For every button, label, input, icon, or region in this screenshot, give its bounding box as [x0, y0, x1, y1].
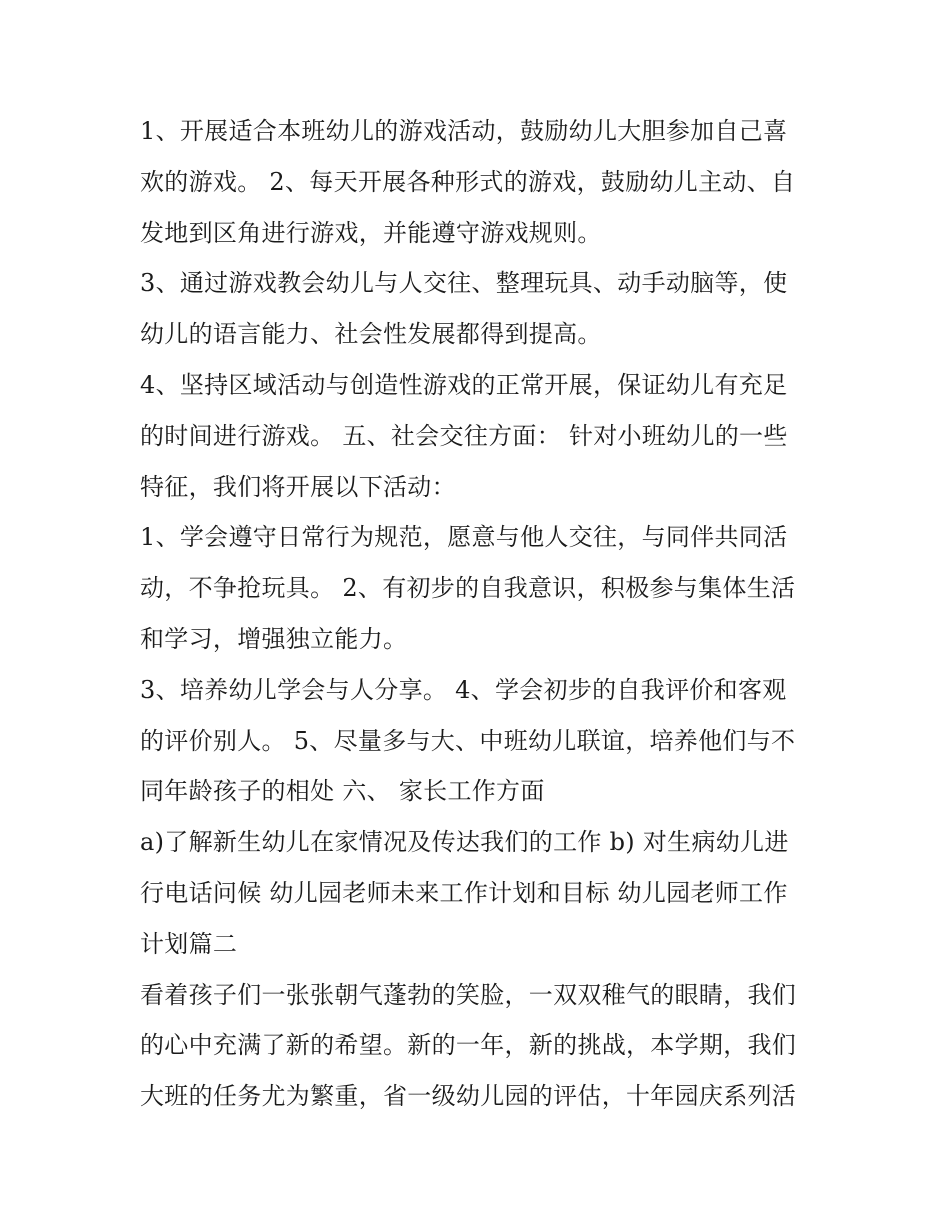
text-line: 动，不争抢玩具。 2、有初步的自我意识，积极参与集体生活 — [140, 574, 796, 603]
text-line: 计划篇二 — [140, 929, 238, 958]
text-line: 4、坚持区域活动与创造性游戏的正常开展，保证幼儿有充足 — [140, 370, 788, 399]
text-line: a)了解新生幼儿在家情况及传达我们的工作 b) 对生病幼儿进 — [140, 828, 789, 857]
document-body — [140, 106, 830, 1122]
text-line: 3、培养幼儿学会与人分享。 4、学会初步的自我评价和客观 — [140, 675, 787, 704]
text-line: 的心中充满了新的希望。新的一年，新的挑战，本学期，我们 — [140, 1031, 797, 1060]
text-line: 特征，我们将开展以下活动： — [140, 472, 456, 501]
text-line: 欢的游戏。 2、每天开展各种形式的游戏，鼓励幼儿主动、自 — [140, 167, 796, 196]
text-line: 同年龄孩子的相处 六、 家长工作方面 — [140, 777, 545, 806]
text-line: 1、学会遵守日常行为规范，愿意与他人交往，与同伴共同活 — [140, 523, 788, 552]
text-line: 看着孩子们一张张朝气蓬勃的笑脸，一双双稚气的眼睛，我们 — [140, 980, 797, 1009]
text-line: 的评价别人。 5、尽量多与大、中班幼儿联谊，培养他们与不 — [140, 726, 796, 755]
text-line: 和学习，增强独立能力。 — [140, 624, 408, 653]
text-line: 1、开展适合本班幼儿的游戏活动，鼓励幼儿大胆参加自己喜 — [140, 117, 788, 145]
text-line: 的时间进行游戏。 五、社会交往方面： 针对小班幼儿的一些 — [140, 421, 788, 450]
text-line: 行电话问候 幼儿园老师未来工作计划和目标 幼儿园老师工作 — [140, 878, 788, 907]
text-line: 3、通过游戏教会幼儿与人交往、整理玩具、动手动脑等，使 — [140, 269, 788, 298]
text-line: 大班的任务尤为繁重，省一级幼儿园的评估，十年园庆系列活 — [140, 1082, 797, 1111]
text-line: 幼儿的语言能力、社会性发展都得到提高。 — [140, 320, 602, 349]
text-line: 发地到区角进行游戏，并能遵守游戏规则。 — [140, 218, 602, 247]
